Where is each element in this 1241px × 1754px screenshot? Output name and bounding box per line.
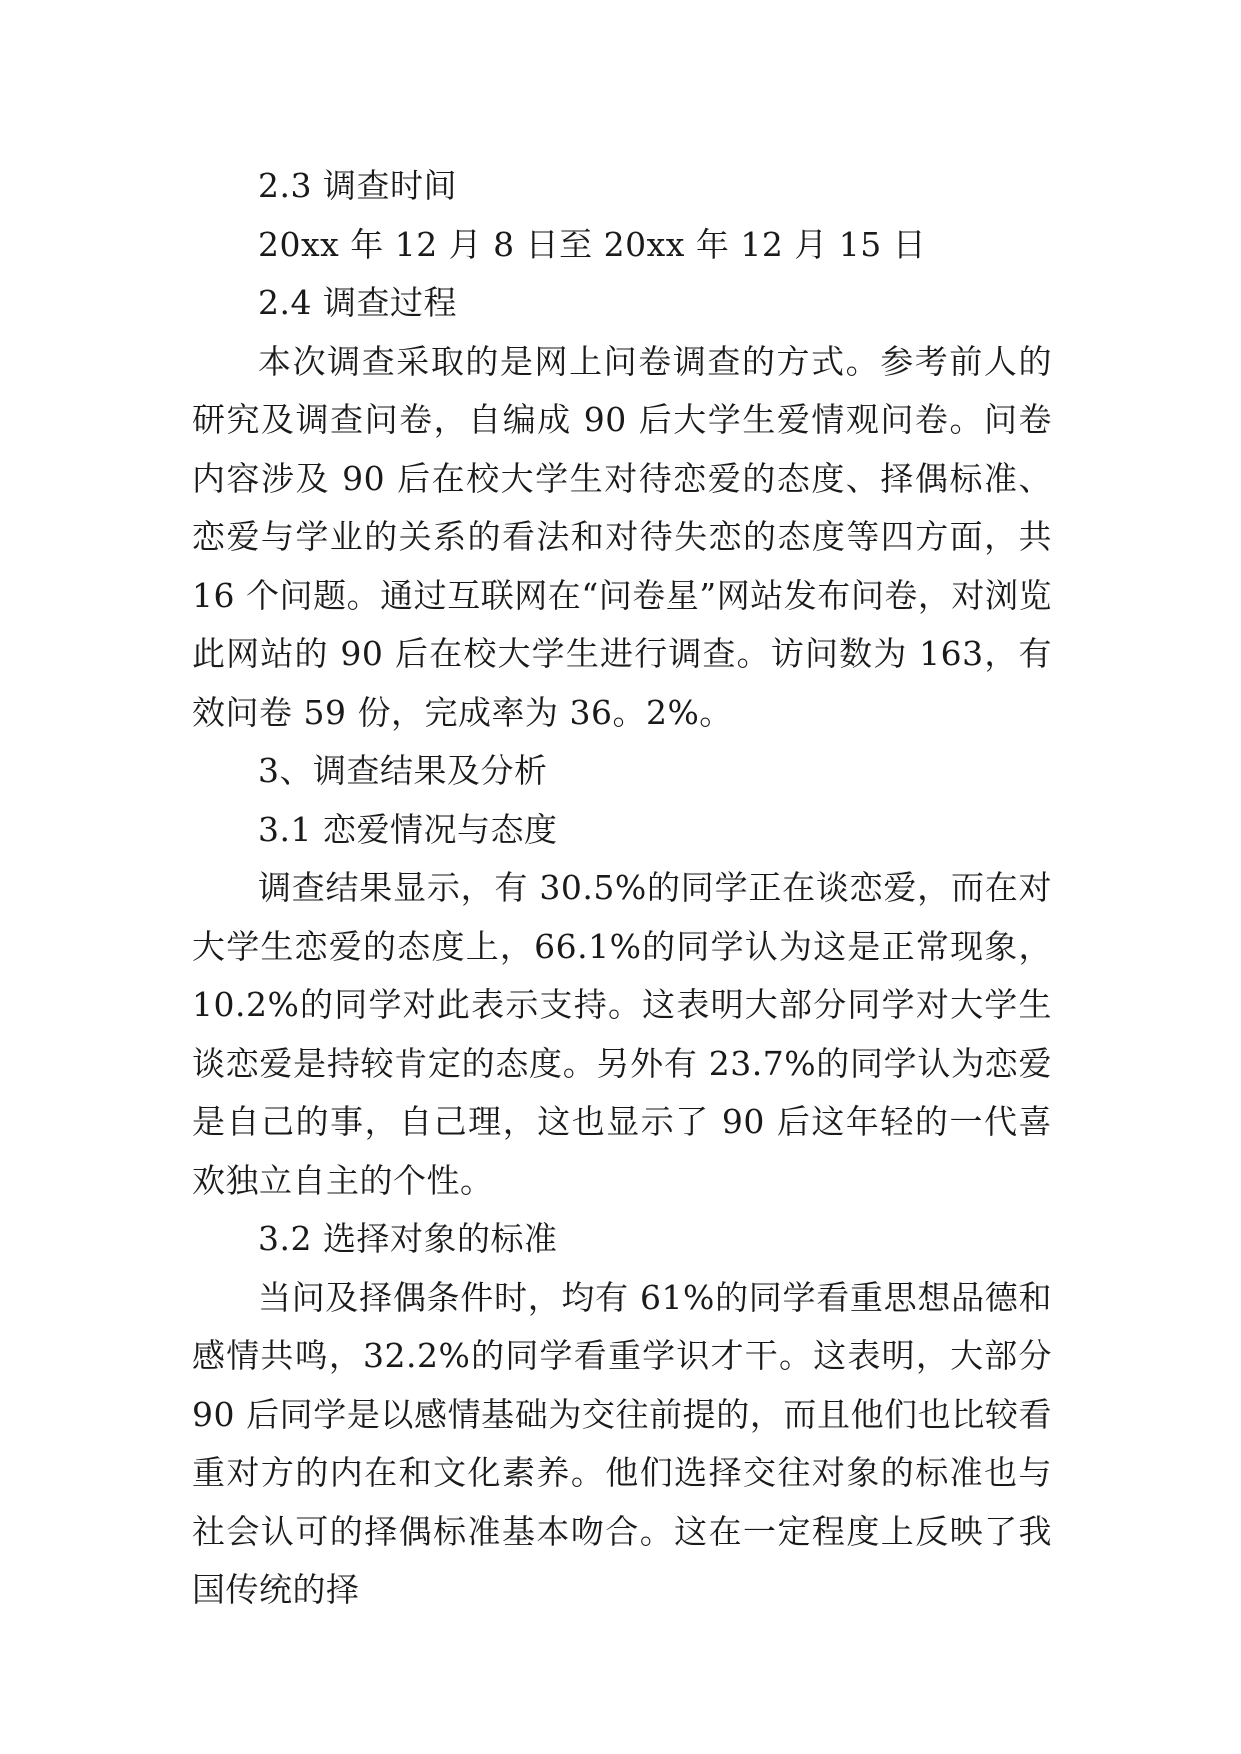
section-heading-3-1: 3.1 恋爱情况与态度 — [258, 809, 558, 849]
survey-date-range: 20xx 年 12 月 8 日至 20xx 年 12 月 15 日 — [258, 224, 927, 264]
survey-process-paragraph: 本次调查采取的是网上问卷调查的方式。参考前人的研究及调查问卷，自编成 90 后大学生爱情观问卷。问卷内容涉及 90 后在校大学生对待恋爱的态度、择偶标准、恋爱与学业的关系的看法和对待失恋的态度等四方面，共 16 个问题。通过互联网在“问卷星”网站发布问卷，对浏览此网站的 90 后在校大学生进行调查。访问数为 163，有效问卷 59 份，完成率为 36。2%。 — [192, 341, 1052, 732]
section-heading-3: 3、调查结果及分析 — [258, 751, 548, 790]
love-attitude-paragraph: 调查结果显示，有 30.5%的同学正在谈恋爱，而在对大学生恋爱的态度上，66.1%的同学认为这是正常现象，10.2%的同学对此表示支持。这表明大部分同学对大学生谈恋爱是持较肯定的态度。另外有 23.7%的同学认为恋爱是自己的事，自己理，这也显示了 90 后这年轻的一代喜欢独立自主的个性。 — [192, 868, 1052, 1200]
partner-criteria-paragraph: 当问及择偶条件时，均有 61%的同学看重思想品德和感情共鸣，32.2%的同学看重学识才干。这表明，大部分 90 后同学是以感情基础为交往前提的，而且他们也比较看重对方的内在和文化素养。他们选择交往对象的标准也与社会认可的择偶标准基本吻合。这在一定程度上反映了我国传统的择 — [192, 1277, 1052, 1609]
section-heading-3-2: 3.2 选择对象的标准 — [258, 1219, 558, 1258]
section-heading-2-4: 2.4 调查过程 — [258, 283, 457, 322]
section-heading-2-3: 2.3 调查时间 — [258, 166, 457, 205]
document-body — [192, 157, 1052, 1620]
